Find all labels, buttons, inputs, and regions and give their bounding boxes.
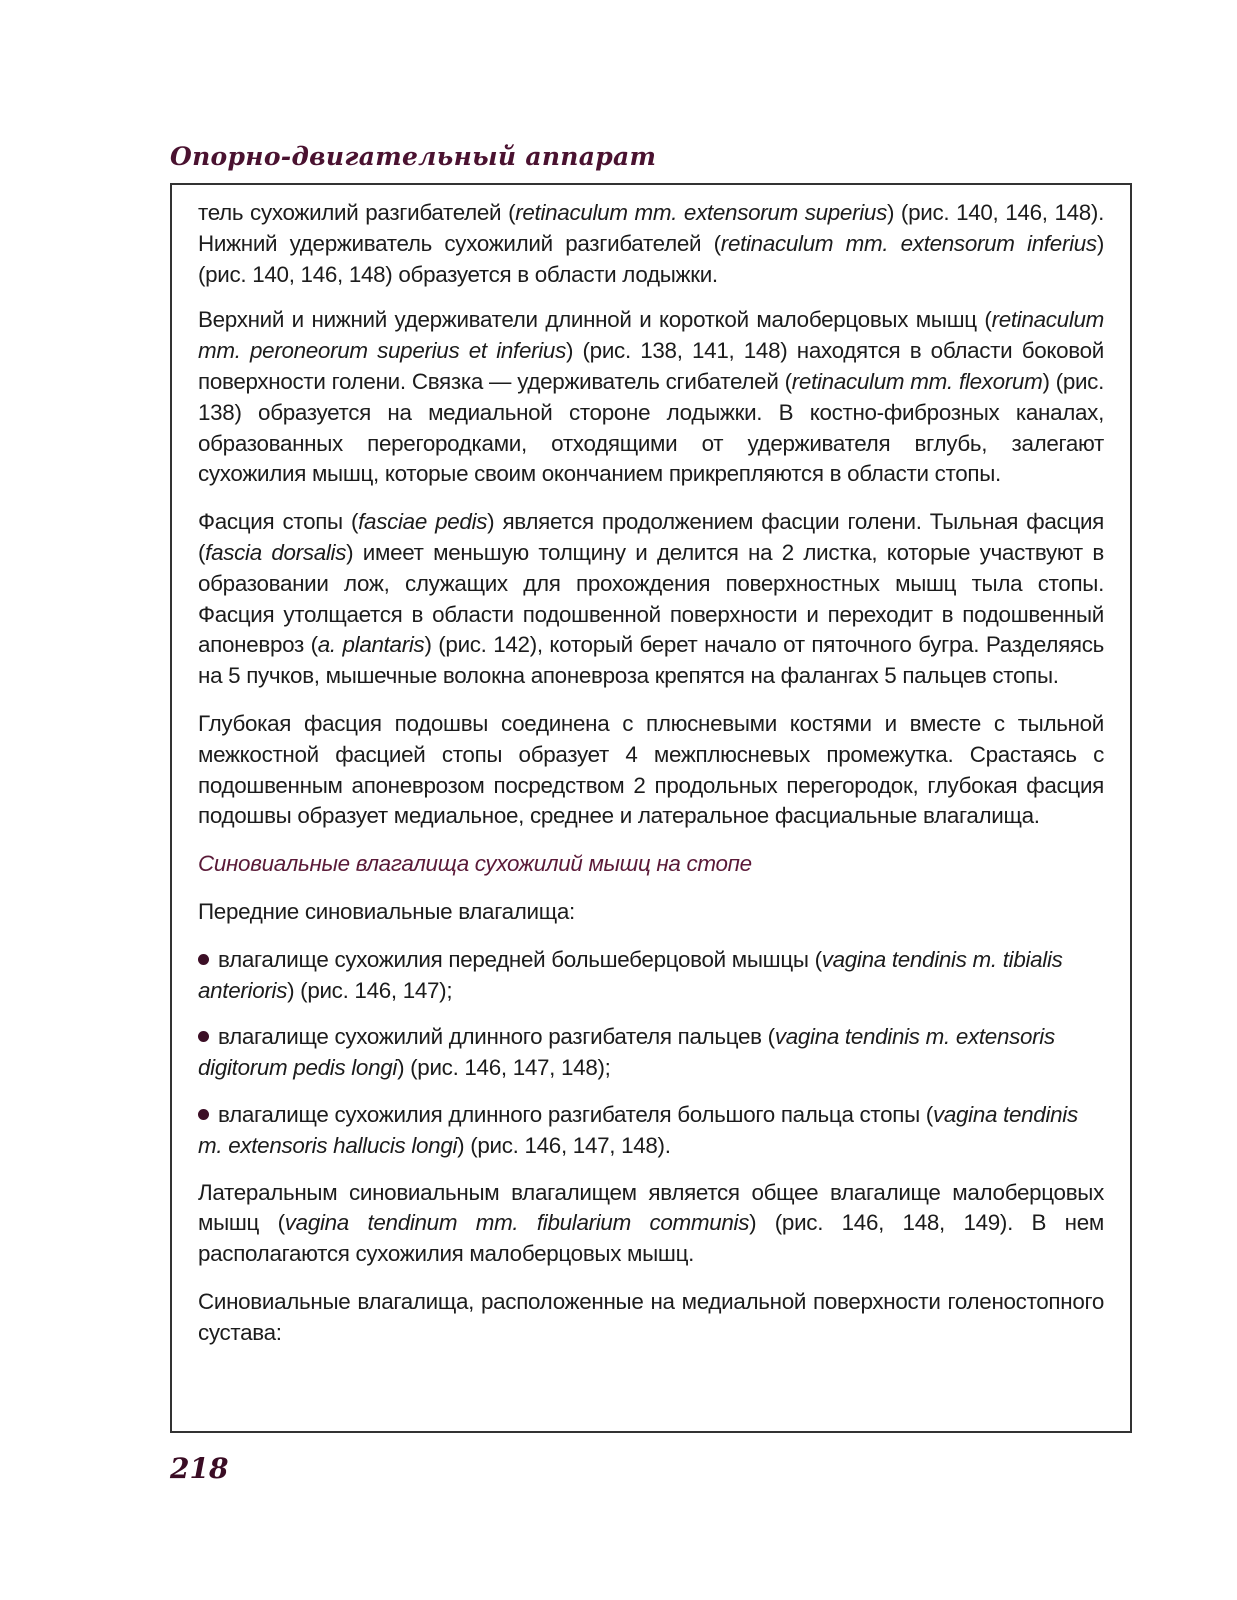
latin-term: retinaculum mm. flexorum: [791, 368, 1043, 394]
text-run: ) (рис. 138) образуется на медиальной стороне лодыжки. В костно-фиброзных каналах, образованных перегородками, отходящими от удерживателя вглубь, залегают сухожилия мышц, которые своим окончанием прикрепляются в области стопы.: [198, 368, 1104, 487]
section-subheading: Синовиальные влагалища сухожилий мышц на стопе: [198, 851, 752, 877]
paragraph-4: Глубокая фасция подошвы соединена с плюсневыми костями и вместе с тыльной межкостной фасцией стопы образует 4 межплюсневых промежутка. Срастаясь с подошвенным апоневрозом посредством 2 продольных перегородок, глубокая фасция подошвы образует медиальное, среднее и латеральное фасциальные влагалища.: [198, 710, 1104, 829]
running-head: Опорно-двигательный аппарат: [170, 142, 657, 171]
text-run: влагалище сухожилия длинного разгибателя большого пальца стопы (: [218, 1101, 933, 1127]
text-run: ) (рис. 146, 147, 148).: [457, 1132, 671, 1158]
text-frame: [170, 183, 1132, 1433]
paragraph-2: [198, 305, 1104, 490]
text-run: Фасция стопы (: [198, 509, 359, 535]
latin-term: fasciae pedis: [358, 509, 488, 535]
bullet-icon: [198, 954, 209, 965]
paragraph-1: [198, 198, 1104, 290]
bullet-item: [198, 1100, 1104, 1162]
latin-term: retinaculum mm. extensorum superius: [515, 200, 887, 225]
text-run: влагалище сухожилий длинного разгибателя пальцев (: [218, 1024, 775, 1050]
paragraph-5: Передние синовиальные влагалища:: [198, 898, 575, 924]
latin-term: retinaculum mm. extensorum inferius: [720, 230, 1097, 256]
text-run: Латеральным синовиальным влагалищем является общее влагалище малоберцовых мышц (: [198, 1179, 1104, 1236]
text-run: ) (рис. 142), который берет начало от пяточного бугра. Разделяясь на 5 пучков, мышечные волокна апоневроза крепятся на фалангах 5 пальцев стопы.: [198, 632, 1104, 689]
text-run: ) (рис. 140, 146, 148) образуется в области лодыжки.: [198, 230, 1104, 287]
bullet-item: [198, 1022, 1104, 1084]
text-run: ) (рис. 140, 146, 148). Нижний удерживатель сухожилий разгибателей (: [198, 200, 1104, 256]
bullet-icon: [198, 1031, 209, 1042]
latin-term: vagina tendinum mm. fibularium communis: [284, 1210, 750, 1236]
text-run: Верхний и нижний удерживатели длинной и короткой малоберцовых мышц (: [198, 307, 992, 333]
page-number: 218: [170, 1452, 229, 1485]
latin-term: retinaculum mm. peroneorum superius et inferius: [198, 307, 1104, 364]
text-run: ) является продолжением фасции голени. Тыльная фасция (: [198, 509, 1104, 565]
text-run: влагалище сухожилия передней большеберцовой мышцы (: [218, 946, 822, 972]
text-run: ) (рис. 146, 147);: [287, 977, 453, 1003]
bullet-item: [198, 945, 1104, 1007]
latin-term: vagina tendinis m. tibialis anterioris: [198, 946, 1063, 1003]
paragraph-7: Синовиальные влагалища, расположенные на медиальной поверхности голеностопного сустава:: [198, 1288, 1104, 1345]
latin-term: vagina tendinis m. extensoris hallucis longi: [198, 1101, 1078, 1158]
paragraph-6: [198, 1178, 1104, 1270]
text-run: ) (рис. 146, 148, 149). В нем располагаются сухожилия малоберцовых мышц.: [198, 1210, 1104, 1267]
bullet-icon: [198, 1109, 209, 1120]
paragraph-3: [198, 507, 1104, 692]
text-run: тель сухожилий разгибателей (: [198, 200, 516, 225]
latin-term: vagina tendinis m. extensoris digitorum pedis longi: [198, 1024, 1055, 1081]
latin-term: fascia dorsalis: [205, 539, 347, 565]
text-run: ) имеет меньшую толщину и делится на 2 листка, которые участвуют в образовании лож, служащих для прохождения поверхностных мышц тыла стопы. Фасция утолщается в области подошвенной поверхности и переходит в подошвенный апоневроз (: [198, 539, 1104, 658]
latin-term: a. plantaris: [317, 632, 425, 658]
text-run: ) (рис. 146, 147, 148);: [397, 1055, 611, 1081]
text-run: ) (рис. 138, 141, 148) находятся в области боковой поверхности голени. Связка — удерживатель сгибателей (: [198, 338, 1104, 394]
